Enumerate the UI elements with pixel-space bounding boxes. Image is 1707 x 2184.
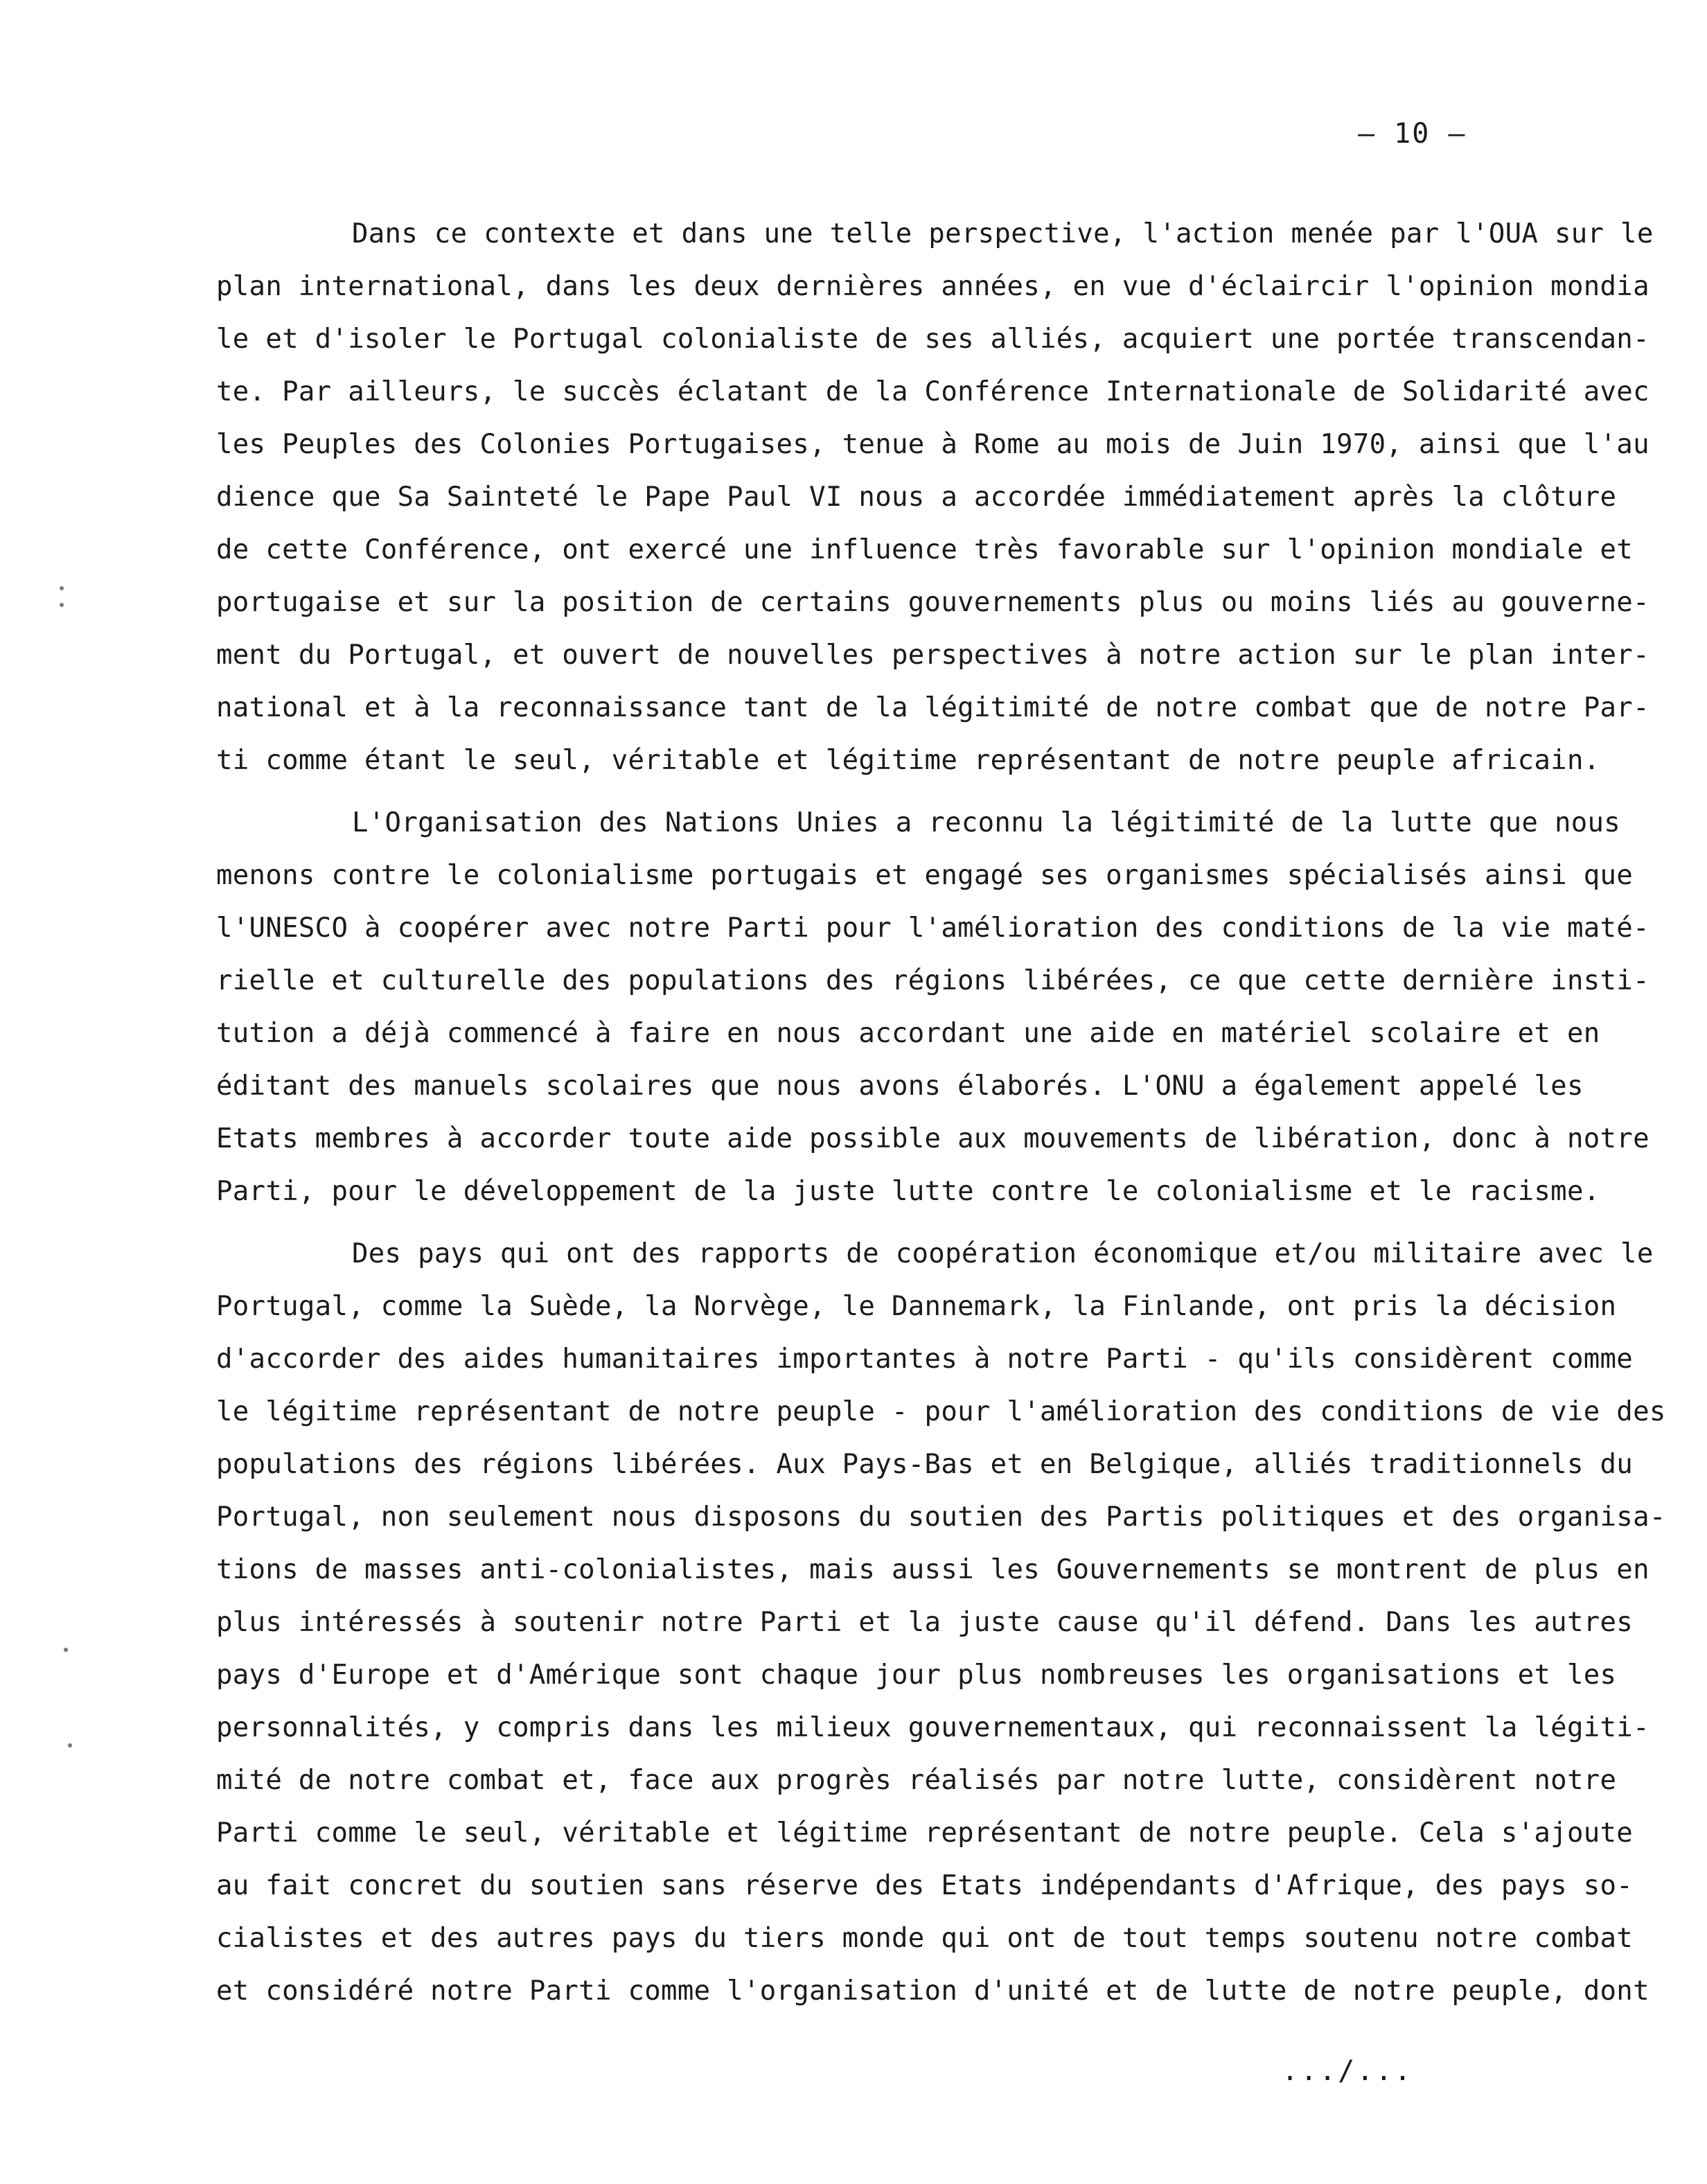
text-line: Dans ce contexte et dans une telle perspective, l'action menée par l'OUA sur le xyxy=(352,218,1654,249)
text-line: de cette Conférence, ont exercé une influence très favorable sur l'opinion mondiale et xyxy=(216,534,1634,565)
margin-speck xyxy=(60,586,64,590)
text-line: dience que Sa Sainteté le Pape Paul VI nous a accordée immédiatement après la clôture xyxy=(216,482,1617,513)
text-line: Des pays qui ont des rapports de coopération économique et/ou militaire avec le xyxy=(352,1238,1654,1269)
body-text xyxy=(216,208,1666,2018)
text-line: Portugal, comme la Suède, la Norvège, le Dannemark, la Finlande, ont pris la décision xyxy=(216,1291,1617,1322)
text-line: Parti, pour le développement de la juste lutte contre le colonialisme et le racisme. xyxy=(216,1176,1600,1207)
text-line: te. Par ailleurs, le succès éclatant de la Conférence Internationale de Solidarité avec xyxy=(216,376,1649,407)
continuation-mark: .../... xyxy=(1282,2055,1413,2087)
text-line: Parti comme le seul, véritable et légitime représentant de notre peuple. Cela s'ajoute xyxy=(216,1817,1634,1849)
text-line: le et d'isoler le Portugal colonialiste de ses alliés, acquiert une portée transcendan- xyxy=(216,324,1649,355)
text-line: L'Organisation des Nations Unies a reconnu la légitimité de la lutte que nous xyxy=(352,807,1621,838)
text-line: Etats membres à accorder toute aide possible aux mouvements de libération, donc à notre xyxy=(216,1123,1649,1154)
margin-speck xyxy=(68,1743,72,1747)
text-line: menons contre le colonialisme portugais et engagé ses organismes spécialisés ainsi que xyxy=(216,860,1634,891)
text-line: pays d'Europe et d'Amérique sont chaque jour plus nombreuses les organisations et les xyxy=(216,1659,1617,1691)
text-line: le légitime représentant de notre peuple - pour l'amélioration des conditions de vie des xyxy=(216,1396,1666,1427)
text-line: et considéré notre Parti comme l'organisation d'unité et de lutte de notre peuple, dont xyxy=(216,1975,1649,2007)
text-line: tions de masses anti-colonialistes, mais aussi les Gouvernements se montrent de plus en xyxy=(216,1554,1649,1585)
text-line: ti comme étant le seul, véritable et légitime représentant de notre peuple africain. xyxy=(216,745,1600,776)
text-line: plan international, dans les deux dernières années, en vue d'éclaircir l'opinion mondia xyxy=(216,271,1649,302)
text-line: portugaise et sur la position de certains gouvernements plus ou moins liés au gouverne- xyxy=(216,587,1649,618)
margin-speck xyxy=(60,603,64,607)
text-line: d'accorder des aides humanitaires importantes à notre Parti - qu'ils considèrent comme xyxy=(216,1344,1634,1375)
text-line: personnalités, y compris dans les milieux gouvernementaux, qui reconnaissent la légiti- xyxy=(216,1712,1649,1743)
text-line: éditant des manuels scolaires que nous avons élaborés. L'ONU a également appelé les xyxy=(216,1071,1584,1102)
text-line: ment du Portugal, et ouvert de nouvelles perspectives à notre action sur le plan inter- xyxy=(216,640,1649,671)
text-line: cialistes et des autres pays du tiers monde qui ont de tout temps soutenu notre combat xyxy=(216,1923,1634,1954)
text-line: au fait concret du soutien sans réserve des Etats indépendants d'Afrique, des pays so- xyxy=(216,1870,1634,1901)
text-line: populations des régions libérées. Aux Pays-Bas et en Belgique, alliés traditionnels du xyxy=(216,1449,1634,1480)
page-number: – 10 – xyxy=(1358,118,1467,150)
text-line: plus intéressés à soutenir notre Parti et la juste cause qu'il défend. Dans les autres xyxy=(216,1607,1634,1638)
text-line: rielle et culturelle des populations des régions libérées, ce que cette dernière insti- xyxy=(216,965,1649,996)
text-line: national et à la reconnaissance tant de la légitimité de notre combat que de notre Par- xyxy=(216,692,1649,723)
text-line: l'UNESCO à coopérer avec notre Parti pour l'amélioration des conditions de la vie maté- xyxy=(216,913,1649,944)
text-line: Portugal, non seulement nous disposons du soutien des Partis politiques et des organisa- xyxy=(216,1502,1666,1533)
text-line: tution a déjà commencé à faire en nous accordant une aide en matériel scolaire et en xyxy=(216,1018,1600,1049)
paragraph-onu-recognition xyxy=(216,797,1649,1218)
text-line: les Peuples des Colonies Portugaises, tenue à Rome au mois de Juin 1970, ainsi que l'au xyxy=(216,429,1649,460)
margin-speck xyxy=(64,1648,68,1652)
text-line: mité de notre combat et, face aux progrès réalisés par notre lutte, considèrent notre xyxy=(216,1765,1617,1796)
paragraph-oua-action xyxy=(216,208,1654,787)
paragraph-international-support xyxy=(216,1228,1666,2018)
